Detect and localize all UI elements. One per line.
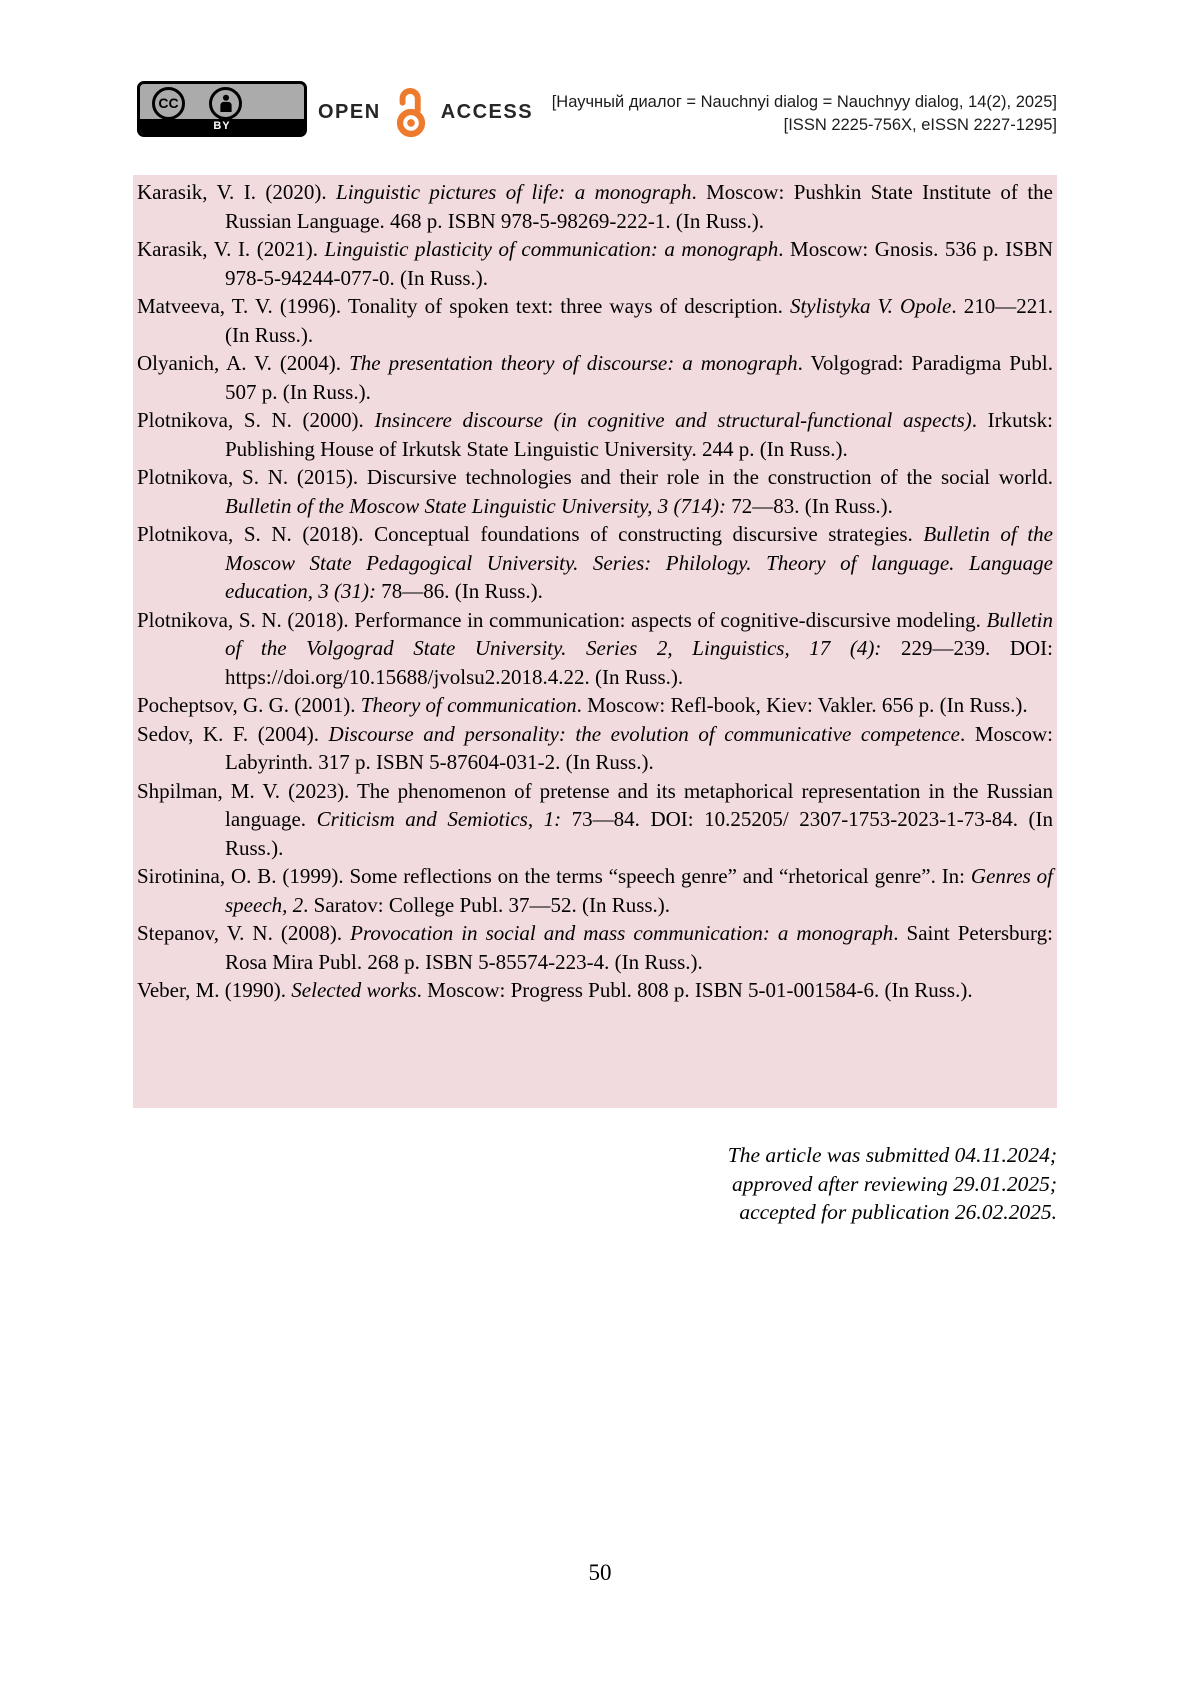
open-lock-icon	[388, 85, 434, 139]
reference-text: Plotnikova, S. N. (2018). Conceptual foundations of constructing discursive strategies.	[137, 522, 924, 546]
reference-text: Pocheptsov, G. G. (2001).	[137, 693, 361, 717]
reference-text: . Moscow: Pushkin State Institute of the Russian Language. 468 p. ISBN 978-5-98269-222-1. (In Russ.).	[225, 180, 1053, 233]
reference-text: Stepanov, V. N. (2008).	[137, 921, 351, 945]
reference-text: Olyanich, A. V. (2004).	[137, 351, 350, 375]
reference-text: . Saint Petersburg: Rosa Mira Publ. 268 p. ISBN 5-85574-223-4. (In Russ.).	[225, 921, 1053, 974]
open-access-logo	[318, 84, 533, 140]
reference-entry	[137, 235, 1053, 292]
journal-issn-line: [ISSN 2225-756X, eISSN 2227-1295]	[783, 115, 1057, 134]
reference-entry	[137, 691, 1053, 720]
reference-text: Veber, M. (1990).	[137, 978, 292, 1002]
reference-text: . 210—221. (In Russ.).	[225, 294, 1053, 347]
reference-text: 229—239. DOI: https://doi.org/10.15688/jvolsu2.2018.4.22. (In Russ.).	[225, 636, 1053, 689]
reference-title-italic: Linguistic plasticity of communication: a monograph	[324, 237, 779, 261]
reference-title-italic: Discourse and personality: the evolution of communicative competence	[328, 721, 961, 746]
reference-text: . Irkutsk: Publishing House of Irkutsk State Linguistic University. 244 p. (In Russ.).	[225, 408, 1054, 461]
cc-by-license-badge	[137, 81, 307, 137]
reference-title-italic: Criticism and Semiotics, 1:	[316, 807, 562, 831]
reference-text: Karasik, V. I. (2020).	[137, 180, 337, 204]
cc-label: CC	[158, 95, 179, 111]
open-access-access-label: ACCESS	[440, 100, 534, 123]
reference-entry	[137, 520, 1053, 606]
reference-text: . Moscow: Refl-book, Kiev: Vakler. 656 p. (In Russ.).	[576, 693, 1028, 717]
reference-title-italic: Theory of communication	[360, 693, 577, 717]
reference-title-italic: Linguistic pictures of life: a monograph	[336, 180, 692, 204]
reference-entry	[137, 406, 1053, 463]
reference-text: Karasik, V. I. (2021).	[137, 237, 325, 261]
submission-dates	[728, 1141, 1057, 1227]
reference-title-italic: Selected works	[291, 978, 417, 1002]
journal-info	[552, 91, 1057, 136]
reference-text: 72—83. (In Russ.).	[726, 493, 893, 518]
reference-entry	[137, 178, 1053, 235]
reference-title-italic: Bulletin of the Volgograd State University. Series 2, Linguistics, 17 (4):	[225, 607, 1053, 660]
cc-icons-row	[140, 84, 304, 122]
reference-title-italic: Stylistyka V. Opole	[789, 294, 952, 318]
reference-entry	[137, 919, 1053, 976]
reference-text: Plotnikova, S. N. (2000).	[137, 408, 375, 432]
reference-text: . Volgograd: Paradigma Publ. 507 p. (In Russ.).	[225, 351, 1053, 404]
reference-text: . Moscow: Gnosis. 536 p. ISBN 978-5-94244-077-0. (In Russ.).	[225, 237, 1054, 290]
reference-entry	[137, 976, 1053, 1005]
reference-title-italic: Provocation in social and mass communication: a monograph	[350, 921, 894, 945]
reference-entry	[137, 606, 1053, 692]
reference-text: Shpilman, M. V. (2023). The phenomenon of pretense and its metaphorical representation in the Russian language.	[137, 778, 1053, 831]
page-number: 50	[588, 1560, 612, 1585]
reference-text: 73—84. DOI: 10.25205/ 2307-1753-2023-1-73-84. (In Russ.).	[225, 807, 1054, 860]
cc-icon	[152, 87, 185, 120]
journal-title-line: [Научный диалог = Nauchnyi dialog = Nauchnyy dialog, 14(2), 2025]	[551, 93, 1057, 111]
reference-text: . Moscow: Labyrinth. 317 p. ISBN 5-87604-031-2. (In Russ.).	[225, 721, 1053, 774]
submission-date-line: The article was submitted 04.11.2024;	[727, 1143, 1057, 1167]
reference-entry	[137, 862, 1053, 919]
reference-title-italic: The presentation theory of discourse: a monograph	[349, 351, 798, 375]
submission-date-line: approved after reviewing 29.01.2025;	[731, 1171, 1057, 1196]
reference-entry	[137, 777, 1053, 863]
reference-text: Plotnikova, S. N. (2015). Discursive technologies and their role in the construction of the social world.	[137, 465, 1053, 489]
reference-title-italic: Genres of speech, 2	[225, 864, 1053, 917]
submission-date-line: accepted for publication 26.02.2025.	[739, 1200, 1057, 1224]
cc-by-label: BY	[140, 119, 304, 134]
reference-text: . Moscow: Progress Publ. 808 p. ISBN 5-01-001584-6. (In Russ.).	[416, 978, 973, 1002]
reference-title-italic: Insincere discourse (in cognitive and structural-functional aspects)	[374, 408, 972, 432]
reference-text: Sirotinina, O. B. (1999). Some reflections on the terms “speech genre” and “rhetorical genre”. In:	[137, 864, 971, 888]
open-access-open-label: OPEN	[318, 100, 381, 123]
reference-text: . Saratov: College Publ. 37—52. (In Russ.).	[303, 892, 671, 917]
person-glyph	[217, 93, 235, 113]
reference-entry	[137, 720, 1053, 777]
reference-text: Sedov, K. F. (2004).	[137, 721, 329, 746]
reference-entry	[137, 463, 1053, 520]
reference-entry	[137, 349, 1053, 406]
attribution-person-icon	[209, 87, 242, 120]
reference-text: Matveeva, T. V. (1996). Tonality of spoken text: three ways of description.	[137, 294, 790, 318]
reference-entry	[137, 292, 1053, 349]
reference-title-italic: Bulletin of the Moscow State Pedagogical University. Series: Philology. Theory of language. Language education, 3 (31):	[225, 522, 1053, 603]
reference-title-italic: Bulletin of the Moscow State Linguistic University, 3 (714):	[225, 493, 727, 518]
references-list	[133, 175, 1057, 1108]
reference-text: 78—86. (In Russ.).	[376, 579, 543, 603]
reference-text: Plotnikova, S. N. (2018). Performance in communication: aspects of cognitive-discursive modeling.	[137, 607, 987, 632]
